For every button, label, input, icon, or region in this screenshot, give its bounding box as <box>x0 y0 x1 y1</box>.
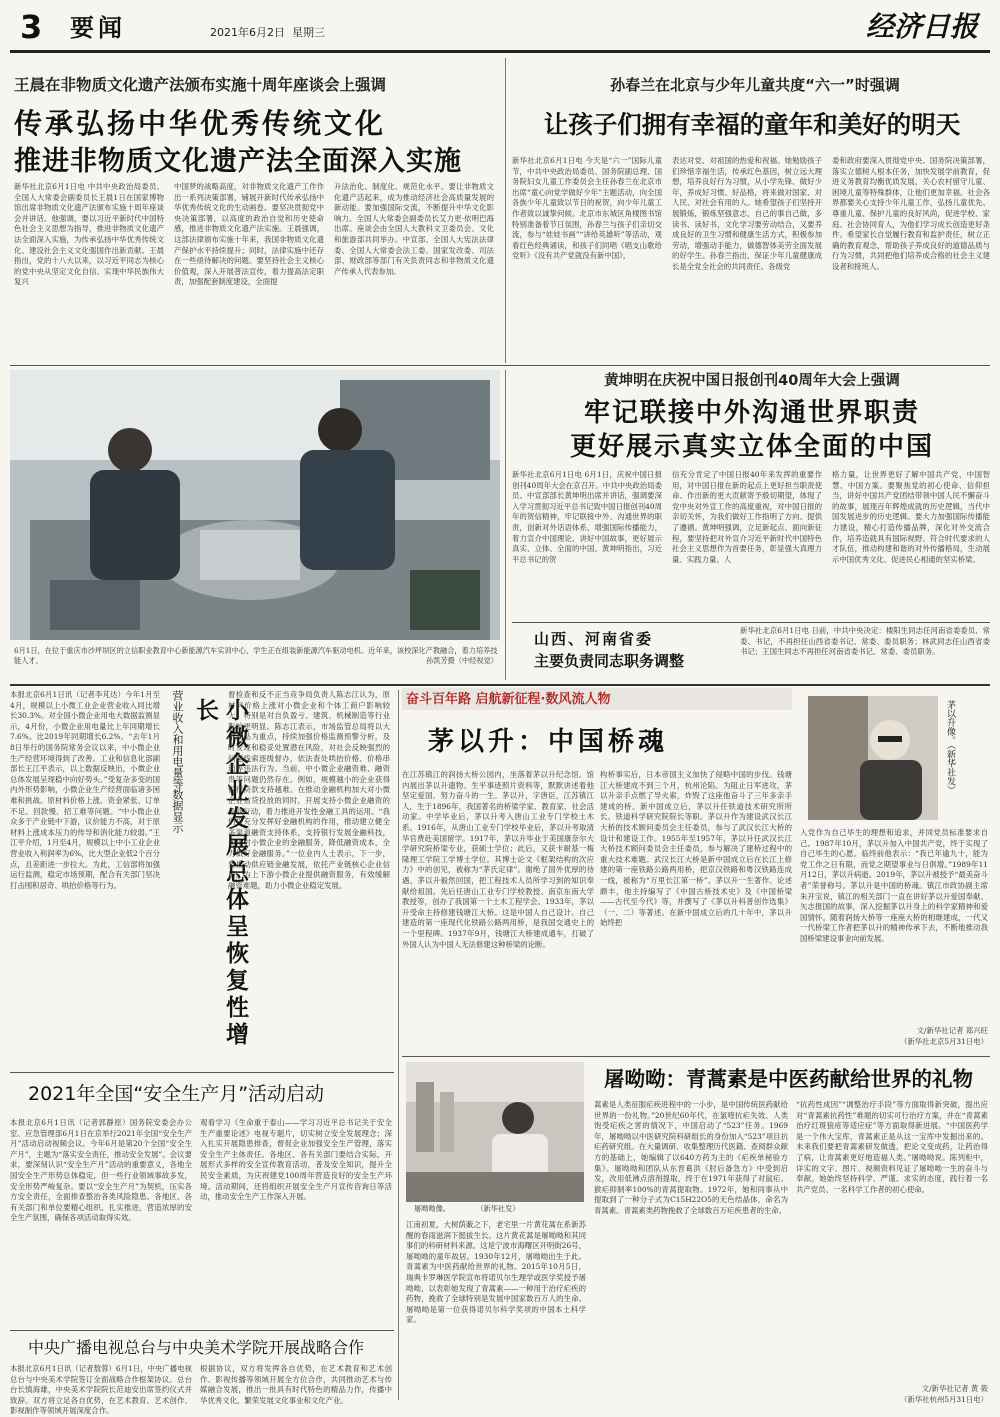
sme-body-col1: 本报北京6月1日讯（记者李芃达）今年1月至4月，规模以上小微工业企业营业收入同比增长30.3%。对全国小微企业用电大数据监测显示，4月份，小微企业用电量比上年同期增长7.6%。比2019年同期增长6.2%。“去年1月8日举行的国务院常务会议以来，中小微企业生产经营环境得到了改善。工业和信息化部副部长王江平表示，以上数据反映出，小微企业总体发展呈现稳中向好势头。”受复杂多变的国内外形势影响，小微企业生产经营面临诸多困难和挑战。原材料价格上涨、资金紧张、订单不足、回款慢、招工难等问题。“中小微企业众多于产业链中下游，议价能力不高，对于原材料上涨成本压力的传导和消化能力较弱。”王江平介绍，1月至4月，规模以上中小工业企业营业收入利润率为6%，比大型企业低2个百分点，且差距进一步拉大。为此，工信部将加强运行监测，稳定市场预期，配合有关部门坚决打击囤积居奇、哄抬价格等行为。 <box>10 690 160 890</box>
mao-headline: 茅以升：中国桥魂 <box>428 727 669 757</box>
tu-photo-caption-text: 屠呦呦像。 <box>414 1204 450 1213</box>
huang-body-col1: 新华社北京6月1日电 6月1日，庆祝中国日报创刊40周年大会在京召开。中共中央政治局委员、中宣部部长黄坤明出席并讲话，强调要深入学习贯彻习近平总书记致中国日报创刊40周年的贺信精神，牢记联接中外、沟通世界的职责，创新对外话语体系，增强国际传播能力，着力宣介中国理论、讲好中国故事，更好展示真实、立体、全面的中国。黄坤明指出，习近平总书记的贺 <box>512 470 662 564</box>
notice-headline-2: 主要负责同志职务调整 <box>534 652 685 670</box>
row-rule-3b <box>402 1056 990 1057</box>
cmg-body-col1: 本报北京6月1日讯（记者敖蓉）6月1日，中央广播电视总台与中央美术学院签订全面战略合作框架协议。总台台长慎海雄，中央美术学院院长范迪安出席签约仪式并致辞。双方将立足各自优势，在艺术教育、艺术创作、影视制作等领域开展深度合作。 <box>10 1364 192 1416</box>
photo-caption-text: 6月1日，在位于重庆市沙坪坝区的立信职业教育中心新能源汽车实训中心，学生正在组装新能源汽车驱动电机。近年来，该校深化产教融合，着力培养技能人才。 <box>14 646 498 665</box>
sun-body-col1: 新华社北京6月1日电 今天是“六一”国际儿童节，中共中央政治局委员、国务院副总理、国务院妇女儿童工作委员会主任孙春兰在北京市出席“童心向党学做好少年”主题活动，向全国各族少年儿童致以节日的祝贺，向少年儿童工作者致以诚挚问候。北京市东城区角楼图书馆特别准备着节日氛围，孙春兰与孩子们亲切交流，参与“娃娃书画”“讲给英雄听”等活动，观看红色经典诵读，和孩子们同唱《唱支山歌给党听》《没有共产党就没有新中国》， <box>512 156 662 261</box>
sme-vertical-subtitle: 营业收入和用电量等数据显示 <box>171 690 184 833</box>
top-column-divider <box>505 58 506 363</box>
tu-body-col3: “抗药性成因”“调整治疗手段”等方面取得新突破，提出应对“青蒿素抗药性”难题的切实可行治疗方案，并在“青蒿素治疗红斑狼疮等适应症”等方面取得新进展。“中国医药学是一个伟大宝库，青蒿素正是从这一宝库中发掘出来的。未来我们要把青蒿素研发做透，把论文变成药，让药治得了病，让青蒿素更好地造福人类。”屠呦呦说。陈列柜中，详实的文字、图片、视频资料见证了屠呦呦一生的奋斗与奉献。她始终坚持科学、严谨、求实的态度，践行着一名共产党员、一名科学工作者的初心使命。 <box>796 1100 988 1194</box>
issue-weekday: 星期三 <box>292 26 325 39</box>
cmg-body-col2: 根据协议，双方将发挥各自优势，在艺术教育和艺术创作、影视传播等领域开展全方位合作，共同推动艺术与传媒融合发展，推出一批具有时代特色的精品力作，传播中华优秀文化，繁荣发展文化事业和文化产业。 <box>200 1364 392 1405</box>
newspaper-logo: 经济日报 <box>865 10 978 43</box>
section-name: 要闻 <box>70 14 126 42</box>
mao-body-col2: 构桥事实后，日本帝国主义加快了侵略中国的步伐。钱塘江大桥建成不到三个月，杭州沦陷。为阻止日军进攻，茅以升亲手点燃了导火索，炸毁了这座他奋斗了三年多亲手建成的桥。新中国成立后，茅以升任铁道技术研究所所长、铁道科学研究院院长等职。茅以升作为建设武汉长江大桥的技术顾问委员会主任委员，参与了武汉长江大桥的设计和建设工作。1955年至1957年，茅以升任武汉长江大桥技术顾问委员会主任委员，参与解决了建桥过程中的重大技术难题。武汉长江大桥是新中国成立后在长江上修建的第一座铁路公路两用桥，把京汉铁路和粤汉铁路连成一线，被称为“万里长江第一桥”。茅以升一生著作、论述颇丰，他主持编写了《中国古桥技术史》及《中国桥梁——古代至今代》等，并撰写了《茅以升科普创作选集》（一、二）等著述。在新中国成立后的几十年中，茅以升始终把 <box>600 770 792 928</box>
huang-body-col3: 格力量，让世界更好了解中国共产党、中国智慧、中国方案。要聚焦党的初心使命、信仰担当，讲好中国共产党团结带领中国人民不懈奋斗的故事，展现百年辉煌成就的历史逻辑，当代中国发展进步的历史逻辑。要大力加强国际传播能力建设，精心打造传播品牌，深化对外交流合作，培养造就具有国际视野、符合时代要求的人才队伍，推动构建和谐的对外传播格局，生动展示中国优秀文化、促进民心相通的坚实桥梁。 <box>832 470 990 564</box>
huang-body-col2: 信充分肯定了中国日报40年来发挥的重要作用，对中国日报在新的起点上更好担当职责使命、作出新的更大贡献寄予殷切期望，体现了党中央对外宣工作的高度重视，对中国日报的亲切关怀，为我们做好工作指明了方向、提供了遵循。黄坤明强调，立足新起点、面向新征程，要坚持把对外宣介习近平新时代中国特色社会主义思想作为首要任务，彰显强大真理力量、实践力量、人 <box>672 470 822 564</box>
lab-photo-illustration <box>406 1062 584 1202</box>
lower-column-divider <box>398 690 399 1400</box>
sme-body-col2: 督检查和反不正当竞争局负责人陈志江认为，原材料价格上涨对小微企业和个体工商户影响较大，特别是对自负盈亏、建筑、机械制造等行业影响更明显。陈志江表示，市场监管总局将以大宗商品为重点，持续加强价格监测预警分析，及时发现和稳妥处置潜在风险，对社会反映强烈的问题线索逐级督办，依法查处哄抬价格、价格串通等违法行为。当前，中小微企业融资难、融资贵等问题仍然存在。例如，规模越小的企业获得银行贷款支持越难。在推动金融机构加大对小微企业信贷投放的同时，开展支持小微企业融资的专项行动，着力推进开发性金融工具的运用。“我们将充分发挥好金融机构的作用，推动建立健全多渠道融资支持体系，支持银行发展金融科技，优化对小微企业的金融服务，降低融资成本，全力做好金融服务。”一位业内人士表示，下一步，要推动供应链金融发展，依托产业链核心企业信用，为上下游小微企业提供融资服务，有效缓解融资难题，助力小微企业稳定发展。 <box>228 690 390 890</box>
mao-body-col1: 在江苏镇江的润扬大桥公园内，坐落着茅以升纪念馆。馆内展出茅以升遗物、生平事迹照片资料等，默默讲述着他坚定爱国、努力奋斗的一生。茅以升，字唐臣，江苏镇江人，生于1896年，我国著名的桥梁学家、教育家、社会活动家。中学毕业后，茅以升考入唐山工业专门学校土木系。1916年，从唐山工业专门学校毕业后，茅以升考取清华官费赴美国留学。1917年，茅以升毕业于美国康奈尔大学研究院桥梁专业，获硕士学位；此后，又获卡耐基一梅隆理工学院工学博士学位。其博士论文《框架结构的次应力》中的创见，被称为“茅氏定律”。谢绝了国外优厚的待遇，茅以升毅然回国，把工程技术人员所学习到的知识奉献给祖国。先后任唐山工业专门学校教授、南京东南大学教授等，创办了我国第一个土木工程学会。1933年，茅以升受命主持修建钱塘江大桥。这是中国人自己设计、自己建造的第一座现代化铁路公路两用桥，是我国交通史上的一个里程碑。1937年9月，钱塘江大桥建成通车，打破了外国人认为中国人无法修建这种桥梁的论断。 <box>402 770 594 949</box>
safety-body-col1: 本报北京6月1日讯（记者郭静原）国务院安委会办公室、应急管理部6月1日在京举行2021年全国“安全生产月”活动启动视频会议。今年6月是第20个全国“安全生产月”，主题为“落实安全责任，推动安全发展”。会议要求，要深刻认识“安全生产月”活动的重要意义，各地全国安全生产形势总体稳定，但一些行业领域事故多发，安全形势严峻复杂。要以“安全生产月”为契机，压实各方安全责任，全面排查整治各类风险隐患。各地区、各有关部门和单位要精心组织、扎实推进，营造浓厚的安全生产氛围，确保各项活动取得实效。 <box>10 1118 192 1223</box>
safety-headline: 2021年全国“安全生产月”活动启动 <box>28 1083 325 1105</box>
huang-headline-2: 更好展示真实立体全面的中国 <box>569 432 934 462</box>
article-sme <box>10 690 395 1070</box>
mao-byline: 文/新华社记者 郑兴旺 （新华社北京5月31日电） <box>899 1026 988 1046</box>
tu-body-col1: 江南初夏，大树荫蔽之下，老宅里一片黄花蒿在系新苏醒的春雨滋润下挺拔生长。这片黄花蒿是屠呦呦和其同事们的科研材料来源。这是宁波市海曙区开明街26号，屠呦呦的童年故居。1930年12月，屠呦呦出生于此。青蒿素为中医药献给世界的礼物。2015年10月5日，瑞典卡罗琳医学院宣布将诺贝尔生理学或医学奖授予屠呦呦，以表彰她发现了青蒿素——一种用于治疗疟疾的药物，挽救了全球特别是发展中国家数百万人的生命。屠呦呦是第一位获得诺贝尔科学奖项的中国本土科学家。 <box>406 1220 586 1325</box>
portrait-caption: 茅以升像。（新华社发） <box>945 700 955 795</box>
wang-headline-2: 推进非物质文化遗产法全面深入实施 <box>14 146 462 177</box>
row-rule-1 <box>10 365 990 366</box>
notice-appointments <box>512 626 992 680</box>
workshop-photo-illustration <box>10 370 500 640</box>
issue-date: 2021年6月2日 <box>210 26 285 39</box>
tu-photo-caption <box>414 1204 584 1216</box>
wang-body-col2: 中国梦的战略高度，对非物质文化遗产工作作出一系列决策部署，铺展开新时代传承弘扬中华优秀传统文化的生动画卷。要坚决贯彻党中央决策部署，以高度的政治自觉和历史使命感，推进非物质文化遗产法实施。王晨强调，这部法律颁布实施十年来，我国非物质文化遗产保护水平持续提升；同时，法律实施中还存在一些亟待解决的问题。要坚持社会主义核心价值观，深入开展普法宣传，着力提高法定职责，加强配套制度建设，全面提 <box>174 182 324 287</box>
photo-caption <box>14 646 498 682</box>
sun-headline: 让孩子们拥有幸福的童年和美好的明天 <box>543 110 961 139</box>
sme-vertical-headline: 小微企业发展总体呈恢复性增长 <box>192 698 248 1049</box>
page-number: 3 <box>20 8 43 46</box>
tu-photo-credit: （新华社发） <box>476 1204 520 1213</box>
portrait-mao-yisheng <box>808 696 938 820</box>
row-rule-4 <box>10 1330 394 1331</box>
row-rule-2 <box>10 684 990 686</box>
masthead <box>10 8 990 48</box>
article-sun <box>512 58 992 363</box>
portrait-tu-youyou <box>406 1062 584 1202</box>
wang-kicker: 王晨在非物质文化遗产法颁布实施十周年座谈会上强调 <box>14 76 387 94</box>
article-huang <box>512 370 992 620</box>
tu-byline: 文/新华社记者 黄 筱 （新华社杭州5月31日电） <box>899 1384 988 1404</box>
huang-kicker: 黄坤明在庆祝中国日报创刊40周年大会上强调 <box>604 373 900 389</box>
row-rule-3 <box>10 1072 394 1073</box>
notice-body: 新华社北京6月1日电 日前，中共中央决定：楼阳生同志任河南省委委员、常委、书记，不再担任山西省委书记、常委、委员职务；林武同志任山西省委书记；王国生同志不再担任河南省委书记、常委、委员职务。 <box>740 626 990 657</box>
huang-headline-1: 牢记联接中外沟通世界职责 <box>583 398 920 428</box>
sun-kicker: 孙春兰在北京与少年儿童共度“六一”时强调 <box>610 76 900 94</box>
mao-body-col3: 入党作为自己毕生的理想和追求，并同党员标准要求自己。1987年10月，茅以升加入中国共产党，终于实现了自己毕生的心愿。临终前他表示：“我已年逾九十，能为党工作之日有限，而党之期望事业与日俱增。”1989年11月12日，茅以升病逝。2019年，茅以升被授予“最美奋斗者”荣誉称号。茅以升是中国的桥魂。镇江市政协副主席朱开宝说，镇江的相关部门一直在讲好茅以升爱国奉献、矢志报国的故事，深入挖掘茅以升身上的科学家精神和爱国情怀。随着润扬大桥等一座座大桥的相继建成，一代又一代桥梁工作者把茅以升的精神传承下去，不断地推动我国桥梁建设事业向前发展。 <box>800 828 988 943</box>
mid-column-divider <box>505 370 506 680</box>
mao-banner: 奋斗百年路 启航新征程·数风流人物 <box>406 692 611 707</box>
masthead-rule <box>10 50 990 53</box>
photo-credit: 孙凯芳摄（中经视觉） <box>426 656 498 665</box>
notice-headline-1: 山西、河南省委 <box>534 630 654 648</box>
portrait-illustration <box>808 696 938 820</box>
sun-body-col3: 委和政府要深入贯彻党中央、国务院决策部署，落实立德树人根本任务，加快发展学前教育，促进义务教育均衡优质发展，关心农村留守儿童、困境儿童等特殊群体，让他们更加幸福。社会各界都要关心支持少年儿童工作，弘扬儿童优先、尊重儿童、保护儿童的良好风尚，促进学校、家庭、社会协同育人，为他们学习成长创造更好条件。希望家长自觉履行教育和监护责任，树立正确的教育观念，帮助孩子养成良好的道德品质与行为习惯，共同把他们培养成合格的社会主义建设者和接班人。 <box>832 156 990 271</box>
wang-body-col3: 升法治化、制度化、规范化水平。要让非物质文化遗产活起来，成为推动经济社会高质量发展的新动能。要加强国际交流，不断提升中华文化影响力。全国人大常委会副委员长艾力更·依明巴海出席。座谈会由全国人大教科文卫委员会、文化和旅游部共同举办。中宣部、全国人大宪法法律委、全国人大常委会法工委、国家发改委、司法部、财政部等部门有关负责同志和非物质文化遗产传承人代表参加。 <box>334 182 494 276</box>
cmg-headline: 中央广播电视总台与中央美术学院开展战略合作 <box>28 1338 365 1357</box>
notice-rule <box>512 622 990 623</box>
wang-body-col1: 新华社北京6月1日电 中共中央政治局委员、全国人大常委会副委员长王晨1日在国家博物馆出席非物质文化遗产法颁布实施十周年座谈会并讲话。他强调，要以习近平新时代中国特色社会主义思想为指导，推进非物质文化遗产法全面深入实施，为传承弘扬中华优秀传统文化、建设社会主义文化强国作出新贡献。王晨指出，党的十八大以来，以习近平同志为核心的党中央从坚定文化自信、实现中华民族伟大复兴 <box>14 182 164 287</box>
tu-body-col2: 蒿素是人类征服疟疾进程中的一小步，是中国传统医药献给世界的一份礼物。”20世纪60年代，在氯喹抗疟失效、人类饱受疟疾之害的情况下，中国启动了“523”任务。1969年，屠呦呦以中医研究院科研组长的身份加入“523”项目抗疟药研究组。在大量调研、收集整理历代医籍、查阅群众献方的基础上，她编辑了以640方药为主的《疟疾单秘验方集》。屠呦呦和团队从东晋葛洪《肘后备急方》中受到启发，改用低沸点溶剂提取，终于在1971年获得了对鼠疟、猴疟抑制率100%的青蒿提取物。1972年，她和同事从中提取到了一种分子式为C15H22O5的无色结晶体，命名为青蒿素。青蒿素类药物挽救了全球数百万疟疾患者的生命。 <box>594 1100 788 1215</box>
wang-headline-1: 传承弘扬中华优秀传统文化 <box>14 107 387 140</box>
tu-headline: 屠呦呦：青蒿素是中医药献给世界的礼物 <box>604 1067 973 1091</box>
sun-body-col2: 表达对党、对祖国的热爱和祝福。她勉励孩子们珍惜幸福生活，传承红色基因，树立远大理想，培养良好行为习惯，从小学先锋、做好少年，养成好习惯、好品格，将来做对国家、对人民、对社会有用的人。她希望孩子们坚持开展锻炼，锻炼坚强意志，自己的事自己做，多读书、读好书，文化学习要劳动结合，又要养成良好的卫生习惯和健康生活方式，积极参加劳动，增强动手能力，做德智体美劳全面发展的好学生。孙春兰指出，保证少年儿童健康成长是全党全社会的共同责任。各级党 <box>672 156 822 271</box>
article-wang <box>10 58 500 363</box>
news-photo-vocational-training <box>10 370 500 640</box>
safety-body-col2: 观看学习《生命重于泰山——学习习近平总书记关于安全生产重要论述》电视专题片，切实树立安全发展理念；深入扎实开展隐患排查，督促企业加强安全生产管理，落实安全生产主体责任。各地区、各有关部门要结合实际，开展形式多样的安全宣传教育活动，普及安全知识，提升全民安全素质，为庆祝建党100周年营造良好的安全生产环境。活动期间，还将组织开展安全生产月宣传咨询日等活动，推动安全生产工作深入开展。 <box>200 1118 392 1202</box>
